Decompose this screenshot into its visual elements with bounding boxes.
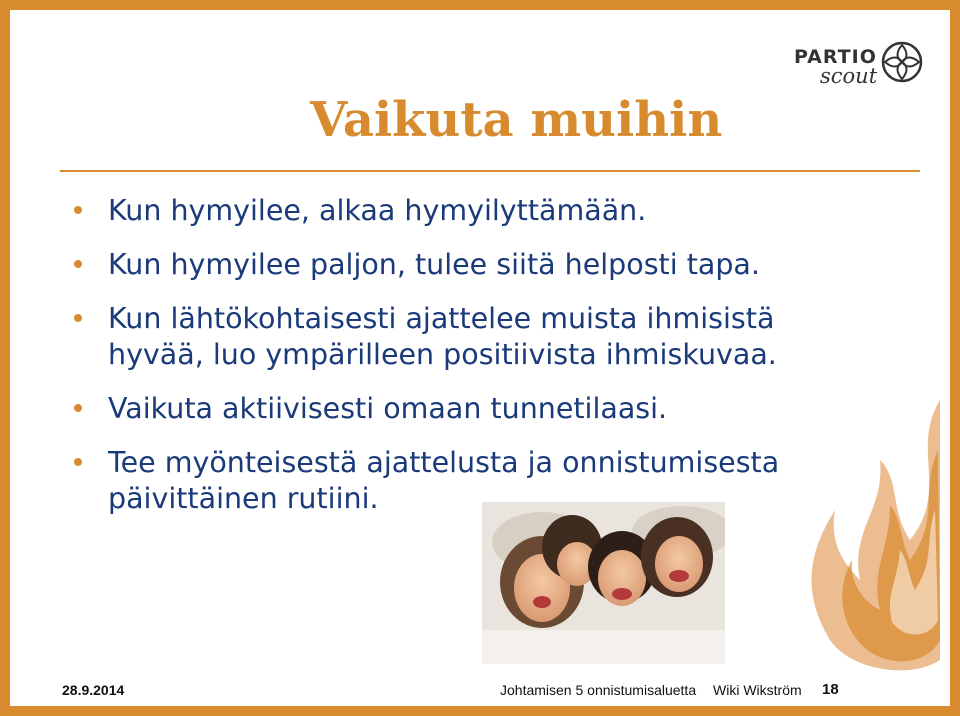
footer: [10, 676, 950, 704]
bullet-item: [74, 391, 874, 427]
flame-icon: [790, 390, 950, 680]
footer-page-number: 18: [822, 681, 839, 698]
footer-presentation-title: Johtamisen 5 onnistumisaluetta: [500, 682, 697, 698]
bullet-text: Kun hymyilee, alkaa hymyilyttämään.: [108, 194, 647, 227]
smiling-girls-photo: [482, 502, 725, 664]
logo-word-partio: PARTIO: [794, 46, 877, 68]
bullet-text: Vaikuta aktiivisesti omaan tunnetilaasi.: [108, 392, 668, 425]
logo-word-scout: scout: [820, 64, 878, 88]
bullet-dot: [74, 458, 82, 466]
scout-emblem-icon: [880, 40, 924, 84]
footer-author: Wiki Wikström: [713, 682, 802, 698]
bullet-item: [74, 193, 874, 229]
bullet-item: [74, 247, 874, 283]
bullet-text: Kun hymyilee paljon, tulee siitä helposti tapa.: [108, 248, 760, 281]
footer-date: 28.9.2014: [62, 682, 125, 698]
bullet-text: Kun lähtökohtaisesti ajattelee muista ihmisistä hyvää, luo ympärilleen positiivista ihmiskuvaa.: [108, 302, 777, 371]
bullet-item: [74, 301, 874, 373]
bullet-dot: [74, 260, 82, 268]
bullet-dot: [74, 206, 82, 214]
bullet-dot: [74, 314, 82, 322]
partio-scout-logo: [790, 40, 930, 90]
bullet-list: [74, 193, 874, 535]
bullet-dot: [74, 404, 82, 412]
title-divider: [60, 170, 920, 172]
slide-title: Vaikuta muihin: [310, 92, 723, 148]
bullet-item: [74, 445, 874, 517]
bullet-text: Tee myönteisestä ajattelusta ja onnistumisesta päivittäinen rutiini.: [108, 446, 780, 515]
